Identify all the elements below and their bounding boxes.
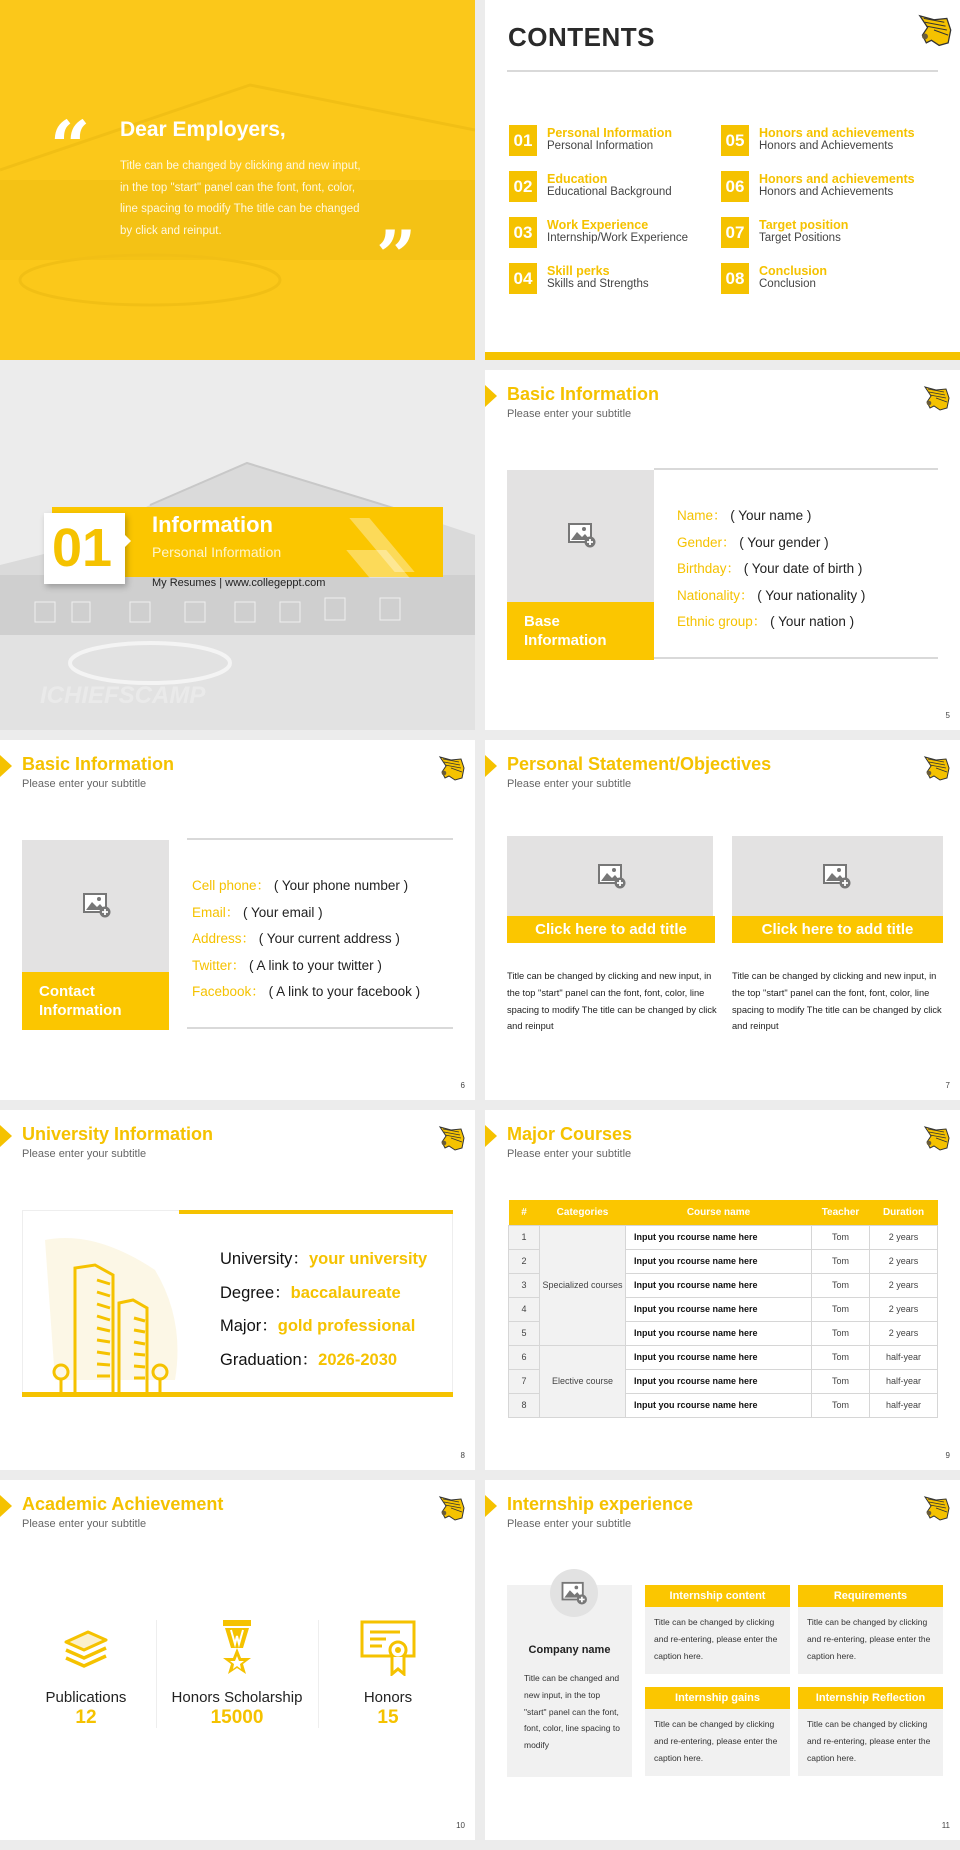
open-quote-icon: “ [50,105,91,188]
toc-title: Education [547,172,608,186]
caption-line: Base [524,613,560,630]
field-label: Graduation： [220,1350,319,1369]
mascot-logo-icon [922,754,950,782]
accent-bar [485,352,960,360]
info-row [677,503,865,530]
box-text: Title can be changed by clicking and re-entering, please enter the caption here. [807,1617,931,1661]
photo-placeholder[interactable] [22,840,169,1030]
info-list [677,503,865,636]
toc-subtitle: Honors and Achievements [759,186,894,198]
toc-title: Personal Information [547,126,673,140]
slide-personal-statement [485,740,960,1100]
toc-subtitle: Internship/Work Experience [547,232,689,244]
toc-subtitle: Educational Background [547,186,672,198]
page-number: 11 [941,1821,950,1830]
box-title[interactable]: Internship Reflection [798,1687,943,1709]
field-value[interactable]: baccalaureate [290,1283,401,1302]
title-arrow-icon [0,1125,12,1147]
university-fields [220,1243,427,1377]
field-value[interactable]: ( Your date of birth ) [743,561,863,576]
section-meta: My Resumes | www.collegeppt.com [152,577,326,589]
info-row [677,556,865,583]
title-arrow-icon [0,755,12,777]
toc-number: 07 [721,217,749,248]
achievement-scholarship [162,1620,312,1729]
mascot-logo-icon [922,384,950,412]
info-row [192,979,420,1006]
internship-box [798,1585,943,1674]
card-caption [22,972,169,1030]
section-title: Information [152,512,273,537]
slide-subtitle: Please enter your subtitle [507,1148,632,1160]
toc-number: 01 [509,125,537,156]
toc-title: Skill perks [547,264,610,278]
field-value[interactable]: ( Your nationality ) [757,587,866,603]
field-label: Nationality： [677,587,754,603]
table-header-row [509,1200,938,1225]
course-name-cell[interactable]: Input you rcourse name here [626,1273,812,1297]
mascot-logo-icon [922,1124,950,1152]
achievement-value: 12 [75,1707,97,1728]
divider [654,657,938,659]
field-row [220,1243,427,1277]
internship-box [798,1687,943,1776]
slide-academic-achievement [0,1480,475,1840]
field-label: Facebook： [192,984,265,999]
title-divider [507,70,938,72]
stack-of-papers-icon [58,1620,114,1676]
caption-line: Contact [39,983,95,1000]
slide-title: University Information [22,1124,214,1144]
add-image-icon[interactable] [83,892,111,918]
toc-title: Conclusion [759,264,828,278]
page-number: 9 [945,1451,950,1460]
toc-title: Honors and achievements [759,126,915,140]
company-name[interactable]: Company name [528,1644,611,1656]
slide-dear-employers [0,0,475,360]
slide-title: Academic Achievement [22,1494,224,1514]
row-number: 6 [509,1345,540,1369]
slide-major-courses [485,1110,960,1470]
slide-subtitle: Please enter your subtitle [507,778,632,790]
achievement-value: 15 [377,1707,399,1728]
slide-title: Basic Information [22,754,175,774]
field-label: Twitter： [192,957,246,973]
teacher-cell[interactable]: Tom [812,1321,870,1345]
info-row [677,583,865,610]
page-number: 7 [945,1081,950,1090]
add-image-icon[interactable] [561,1581,588,1605]
page-number: 10 [456,1821,465,1830]
slide-subtitle: Please enter your subtitle [507,1518,632,1530]
field-label: Birthday： [677,561,741,576]
info-row [677,530,865,557]
field-row [220,1344,427,1378]
course-name-cell[interactable]: Input you rcourse name here [626,1393,812,1417]
column-header: # [509,1200,540,1225]
achievement-honors [313,1620,463,1729]
achievement-value: 15000 [210,1707,264,1728]
add-image-icon[interactable] [598,863,626,889]
toc-item[interactable] [721,263,921,295]
course-name-cell[interactable]: Input you rcourse name here [626,1345,812,1369]
column-header: Duration [870,1200,938,1225]
box-title[interactable]: Requirements [798,1585,943,1607]
achievement-label: Honors [363,1689,413,1706]
toc-number: 04 [509,263,537,294]
mascot-logo-icon [437,1494,465,1522]
field-label: University： [220,1250,309,1268]
field-value[interactable]: ( Your gender ) [739,534,829,550]
field-label: Degree： [220,1283,291,1302]
mascot-logo-icon [437,754,465,782]
toc-number: 03 [509,217,537,248]
field-value[interactable]: ( A link to your twitter ) [249,957,382,973]
internship-box [645,1687,790,1776]
box-text: Title can be changed by clicking and re-entering, please enter the caption here. [807,1719,931,1763]
field-value[interactable]: ( Your nation ) [770,614,855,629]
category-cell[interactable]: Specialized courses [540,1225,626,1345]
toc-item[interactable] [721,171,921,203]
divider [654,468,938,470]
caption-line: Information [524,632,607,649]
teacher-cell[interactable]: Tom [812,1273,870,1297]
box-text: Title can be changed by clicking and re-entering, please enter the caption here. [654,1719,778,1763]
toc-subtitle: Conclusion [759,278,816,290]
info-row [192,953,420,980]
field-label: Major： [220,1317,278,1336]
duration-cell[interactable]: 2 years [870,1297,938,1321]
slide-contact-information [0,740,475,1100]
achievement-publications [11,1620,161,1729]
field-value[interactable]: gold professional [277,1317,416,1336]
accent-bar [179,1210,453,1214]
field-value[interactable]: 2026-2030 [318,1350,398,1369]
course-name-cell[interactable]: Input you rcourse name here [626,1369,812,1393]
row-number: 3 [509,1273,540,1297]
toc-number: 06 [721,171,749,202]
field-value[interactable]: ( A link to your facebook ) [268,984,421,999]
add-image-icon[interactable] [823,863,851,889]
duration-cell[interactable]: 2 years [870,1249,938,1273]
field-label: Ethnic group： [677,614,767,629]
toc-item[interactable] [509,171,709,203]
field-value[interactable]: your university [308,1250,428,1268]
page-number: 8 [460,1451,465,1460]
field-label: Email： [192,904,240,920]
add-title-button[interactable]: Click here to add title [732,916,943,943]
teacher-cell[interactable]: Tom [812,1249,870,1273]
duration-cell[interactable]: 2 years [870,1321,938,1345]
divider [156,1620,157,1728]
duration-cell[interactable]: half-year [870,1393,938,1417]
row-number: 7 [509,1369,540,1393]
close-quote-icon: ” [376,215,417,298]
toc-title: Honors and achievements [759,172,915,186]
info-row [192,873,420,900]
teacher-cell[interactable]: Tom [812,1225,870,1249]
mascot-logo-icon [916,12,952,48]
toc-title: Target position [759,218,849,232]
slide-body-text: Title can be changed by clicking and new input, in the top "start" panel can the font, font, color, line spacing to modify The title can be changed by click and reinput. [120,160,361,237]
add-image-icon[interactable] [568,522,596,548]
achievement-label: Publications [45,1689,127,1706]
achievement-label: Honors Scholarship [171,1689,303,1706]
internship-box [645,1585,790,1674]
duration-cell[interactable]: 2 years [870,1225,938,1249]
field-row [220,1277,427,1311]
caption-line: Information [39,1002,122,1019]
box-title[interactable]: Internship content [645,1585,790,1607]
title-arrow-icon [485,385,497,407]
divider [187,838,453,840]
certificate-icon [360,1620,416,1676]
slide-title: Basic Information [507,384,660,404]
title-arrow-icon [485,755,497,777]
photo-placeholder[interactable] [507,470,654,660]
slide-contents [485,0,960,360]
title-arrow-icon [485,1125,497,1147]
toc-title: Work Experience [547,218,649,232]
add-title-button[interactable]: Click here to add title [507,916,715,943]
toc-item[interactable] [509,263,709,295]
course-name-cell[interactable]: Input you rcourse name here [626,1225,812,1249]
slide-basic-information [485,370,960,730]
field-label: Address： [192,931,256,946]
courses-table [508,1200,938,1418]
toc-item[interactable] [721,217,921,249]
field-value[interactable]: ( Your phone number ) [273,878,409,893]
page-number: 5 [945,711,950,720]
toc-item[interactable] [509,125,709,157]
course-name-cell[interactable]: Input you rcourse name here [626,1321,812,1345]
course-name-cell[interactable]: Input you rcourse name here [626,1297,812,1321]
table-row [509,1345,938,1369]
slide-title: Personal Statement/Objectives [507,754,772,774]
slide-internship-experience [485,1480,960,1840]
mascot-logo-icon [922,1494,950,1522]
toc-number: 08 [721,263,749,294]
statement-text: Title can be changed by clicking and new input, in the top "start" panel can the font, font, color, line spacing to modify The title can be changed by click and reinput [732,971,942,1032]
title-arrow-icon [0,1495,12,1517]
title-arrow-icon [485,1495,497,1517]
info-row [192,900,420,927]
page-number: 6 [460,1081,465,1090]
duration-cell[interactable]: 2 years [870,1273,938,1297]
field-value[interactable]: ( Your name ) [730,508,812,523]
field-value[interactable]: ( Your current address ) [258,931,400,946]
teacher-cell[interactable]: Tom [812,1369,870,1393]
toc-number: 05 [721,125,749,156]
toc-subtitle: Target Positions [759,232,841,244]
mascot-logo-icon [437,1124,465,1152]
divider [187,1027,453,1029]
teacher-cell[interactable]: Tom [812,1297,870,1321]
slide-title: Major Courses [507,1124,633,1144]
column-header: Categories [540,1200,626,1225]
contents-title: CONTENTS [508,22,655,52]
row-number: 4 [509,1297,540,1321]
slide-subtitle: Please enter your subtitle [22,778,147,790]
toc-item[interactable] [509,217,709,249]
table-row [509,1225,938,1249]
field-label: Cell phone： [192,878,271,893]
info-row [677,609,865,636]
toc-subtitle: Honors and Achievements [759,140,894,152]
field-label: Gender： [677,534,736,550]
column-header: Course name [626,1200,812,1225]
company-logo-placeholder[interactable] [550,1569,598,1617]
field-row [220,1310,427,1344]
field-label: Name： [677,508,727,523]
medal-star-icon [209,1620,265,1676]
slide-section-divider [0,370,475,730]
box-title[interactable]: Internship gains [645,1687,790,1709]
section-subtitle: Personal Information [152,544,282,560]
info-row [192,926,420,953]
slide-subtitle: Please enter your subtitle [22,1148,147,1160]
svg-text:ICHIEFSCAMP: ICHIEFSCAMP [40,682,206,709]
teacher-cell[interactable]: Tom [812,1393,870,1417]
card-caption [507,602,654,660]
teacher-cell[interactable]: Tom [812,1345,870,1369]
category-cell[interactable]: Elective course [540,1345,626,1417]
course-name-cell[interactable]: Input you rcourse name here [626,1249,812,1273]
field-value[interactable]: ( Your email ) [243,904,323,920]
company-description: Title can be changed and new input, in the top "start" panel can the font, font, color, line spacing to modify [524,1673,620,1751]
column-header: Teacher [812,1200,870,1225]
slide-title: Internship experience [507,1494,694,1514]
slide-subtitle: Please enter your subtitle [507,408,632,420]
slide-heading: Dear Employers, [120,118,286,141]
section-number: 01 [52,518,113,578]
toc-subtitle: Personal Information [547,140,654,152]
duration-cell[interactable]: half-year [870,1345,938,1369]
toc-item[interactable] [721,125,921,157]
accent-bar [22,1392,453,1397]
toc-number: 02 [509,171,537,202]
buildings-icon [35,1230,195,1395]
row-number: 2 [509,1249,540,1273]
info-list [192,873,420,1006]
slide-subtitle: Please enter your subtitle [22,1518,147,1530]
toc-subtitle: Skills and Strengths [547,278,649,290]
statement-text: Title can be changed by clicking and new input, in the top "start" panel can the font, font, color, line spacing to modify The title can be changed by click and reinput [507,971,717,1032]
row-number: 5 [509,1321,540,1345]
slide-university-information [0,1110,475,1470]
row-number: 8 [509,1393,540,1417]
duration-cell[interactable]: half-year [870,1369,938,1393]
row-number: 1 [509,1225,540,1249]
box-text: Title can be changed by clicking and re-entering, please enter the caption here. [654,1617,778,1661]
